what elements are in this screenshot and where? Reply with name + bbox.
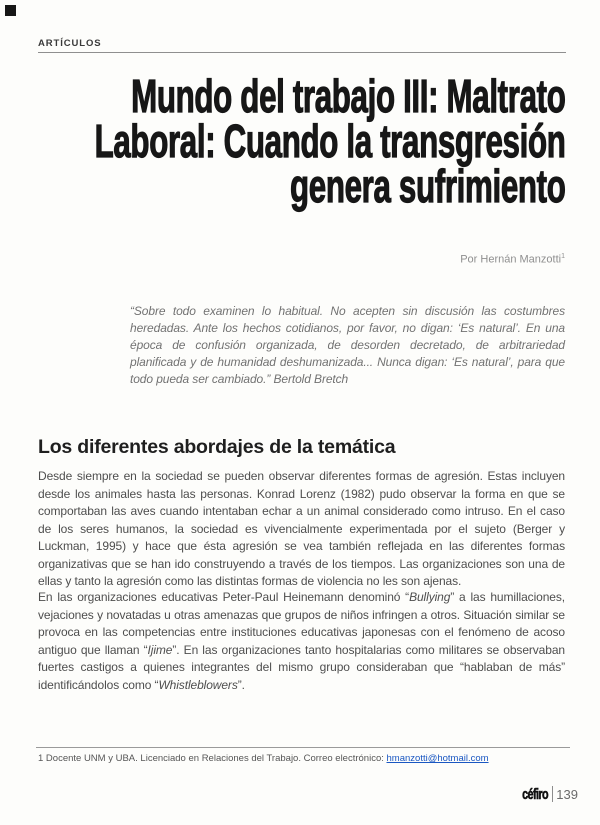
page-footer <box>512 786 578 802</box>
epigraph-quote: “Sobre todo examinen lo habitual. No acepten sin discusión las costumbres heredadas. Ante los hechos cotidianos, por favor, no digan: ‘Es natural’. En una época de confusión organizada, de desorden decretado, de arbitrariedad planificada y de humanidad deshumanizada... Nunca digan: ‘Es natural’, para que todo pueda ser cambiado.” Bertold Bretch <box>130 304 565 386</box>
article-title-line-3: genera sufrimiento <box>289 160 565 212</box>
footnote-text: 1 Docente UNM y UBA. Licenciado en Relaciones del Trabajo. Correo electrónico: <box>38 753 387 764</box>
kicker-divider-rule <box>38 52 566 53</box>
footnote <box>38 753 566 764</box>
article-title <box>94 70 565 212</box>
body-paragraph-1: Desde siempre en la sociedad se pueden observar diferentes formas de agresión. Estas incluyen desde los animales hasta las personas. Konrad Lorenz (1982) pudo observar la forma en que se comportaban las aves cuando intentaban echar a un animal considerado como intruso. En el caso de los seres humanos, la sociedad es vivencialmente experimentada por el sujeto (Berger y Luckman, 1995) y hace que ésta agresión se vea también reflejada en las diferentes formas organizativas que se han ido construyendo a través de los tiempos. Las organizaciones son una de ellas y tanto la agresión como las distintas formas de violencia no les son ajenas. <box>38 469 565 588</box>
body-paragraph-2 <box>38 589 565 694</box>
page-number: 139 <box>556 786 578 802</box>
article-title-line-2: Laboral: Cuando la transgresión <box>94 115 565 167</box>
footnote-divider-rule <box>36 747 570 748</box>
author-footnote-ref: 1 <box>561 253 565 260</box>
crop-mark-square <box>5 5 16 16</box>
term-whistleblowers: Whistleblowers <box>158 677 238 692</box>
author-byline <box>460 253 565 266</box>
paragraph-2-text: ”. <box>237 677 245 692</box>
footnote-email-link[interactable]: hmanzotti@hotmail.com <box>386 753 489 764</box>
term-ijime: Ijime <box>147 642 173 657</box>
paragraph-2-text: ”. En las organizaciones tanto hospitalarias como militares se observaban fuertes castigos a quienes integrantes del mismo grupo consideraban que “hablaban de más” identificándolos como “ <box>38 642 565 692</box>
term-bullying: Bullying <box>409 590 451 604</box>
section-heading: Los diferentes abordajes de la temática <box>38 436 396 458</box>
author-name: Por Hernán Manzotti <box>460 253 562 266</box>
paragraph-2-text: En las organizaciones educativas Peter-Paul Heinemann denominó “ <box>38 590 410 604</box>
section-kicker: ARTÍCULOS <box>38 38 102 49</box>
footer-divider <box>552 786 553 802</box>
article-title-line-1: Mundo del trabajo III: Maltrato <box>130 70 565 122</box>
paragraph-2-text: ” a las humillaciones, vejaciones y novatadas u otras amenazas que grupos de niños infringen a otros. Situación similar se provoca en las competencias entre instituciones educativas japonesas con el fenómeno de acoso antiguo que llaman “ <box>38 590 565 657</box>
journal-logo: céfiro <box>522 785 549 803</box>
